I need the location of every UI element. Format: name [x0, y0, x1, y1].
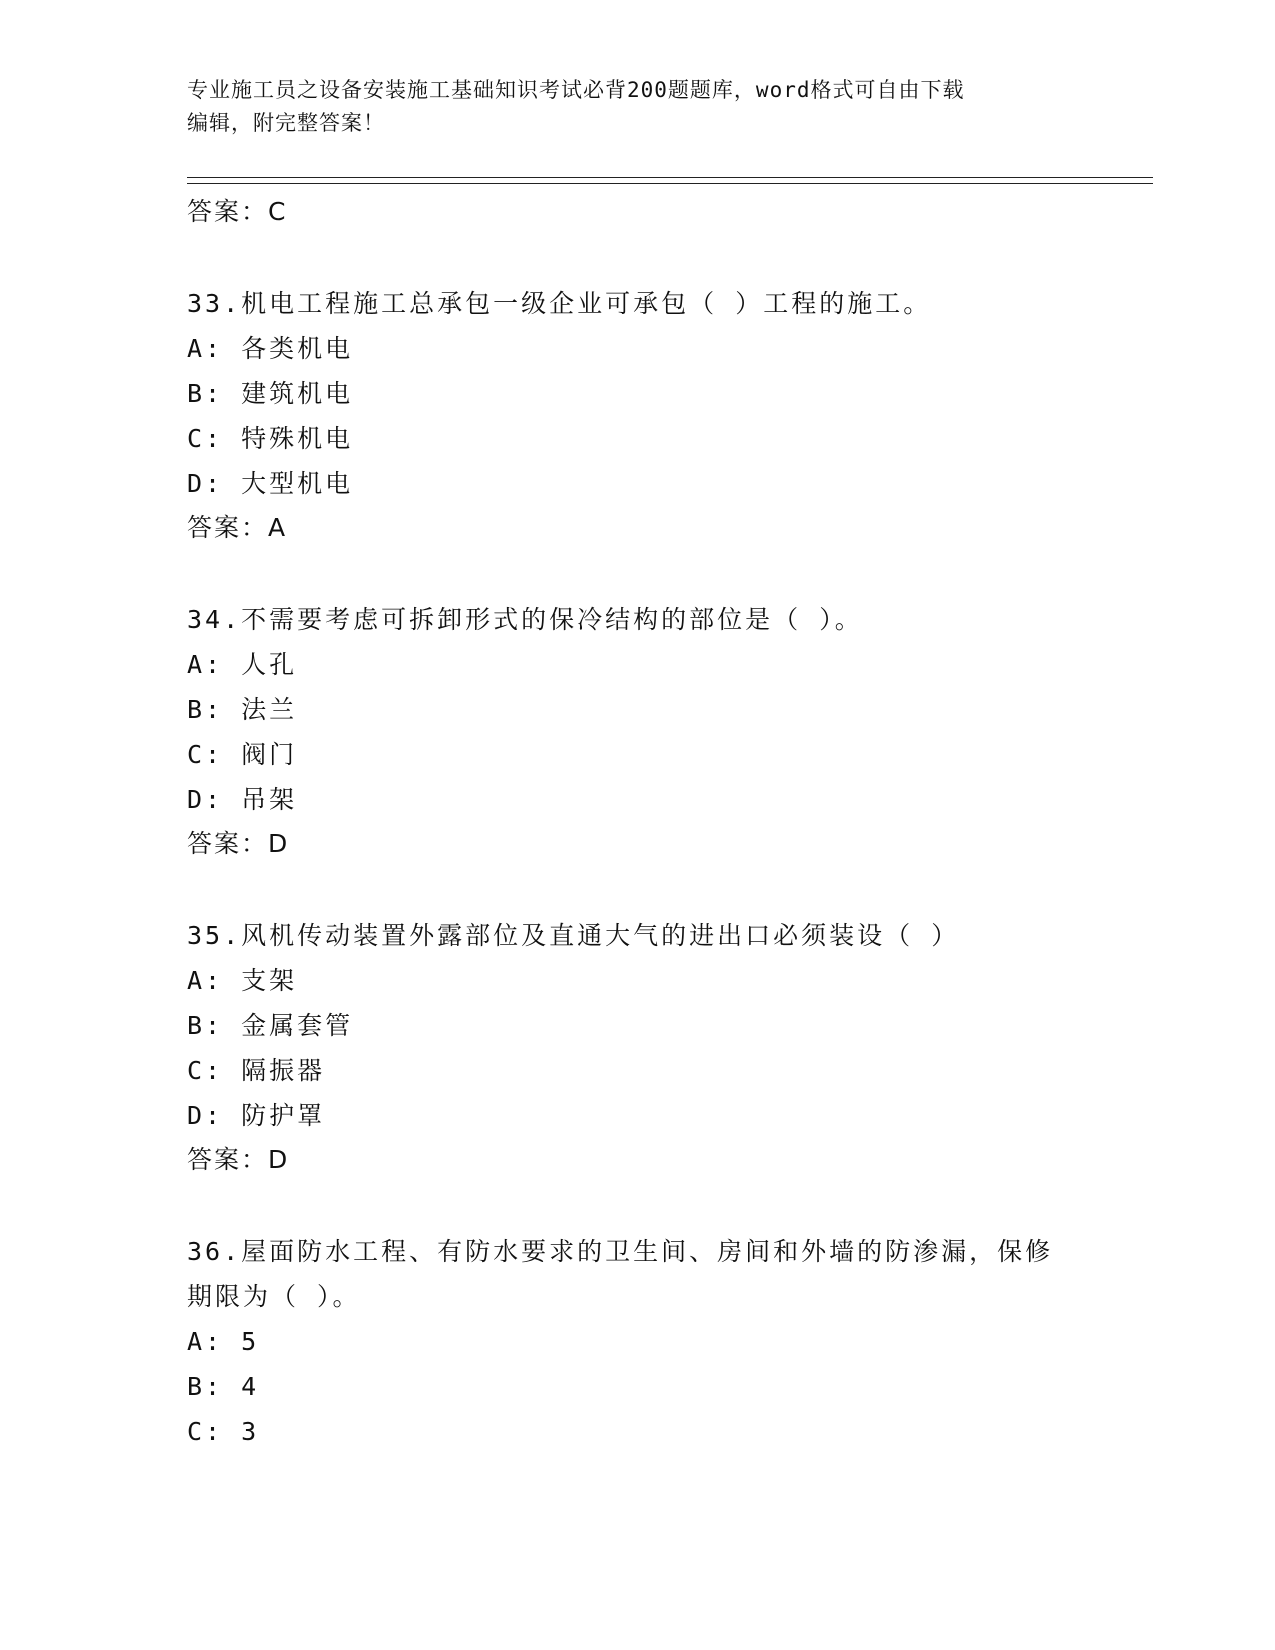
option-c: C: 隔振器: [187, 1056, 326, 1085]
document-header: [187, 74, 1067, 140]
question-35: [187, 913, 1087, 1182]
option-d: D: 防护罩: [187, 1101, 326, 1130]
header-line-1: 专业施工员之设备安装施工基础知识考试必背200题题库，word格式可自由下载: [187, 78, 965, 102]
option-a: A: 支架: [187, 966, 298, 995]
header-divider-bottom: [187, 183, 1153, 184]
option-d: D: 吊架: [187, 785, 298, 814]
option-a: A: 各类机电: [187, 334, 354, 363]
option-c: C: 阀门: [187, 740, 298, 769]
answer-text: 答案：A: [187, 513, 288, 542]
question-36: [187, 1229, 1087, 1454]
question-34: [187, 597, 1087, 866]
header-divider-top: [187, 177, 1153, 178]
header-line-2: 编辑，附完整答案！: [187, 111, 385, 135]
option-c: C: 特殊机电: [187, 424, 354, 453]
option-b: B: 金属套管: [187, 1011, 354, 1040]
question-stem: 33.机电工程施工总承包一级企业可承包（ ）工程的施工。: [187, 289, 932, 318]
option-b: B: 建筑机电: [187, 379, 354, 408]
question-stem-line-2: 期限为（ ）。: [187, 1282, 361, 1311]
option-a: A: 人孔: [187, 650, 298, 679]
question-stem-line-1: 36.屋面防水工程、有防水要求的卫生间、房间和外墙的防渗漏，保修: [187, 1237, 1054, 1266]
option-b: B: 法兰: [187, 695, 298, 724]
option-a: A: 5: [187, 1327, 260, 1356]
option-d: D: 大型机电: [187, 469, 354, 498]
question-stem: 34.不需要考虑可拆卸形式的保冷结构的部位是（ ）。: [187, 605, 863, 634]
question-33: [187, 281, 1087, 550]
answer-text: 答案：D: [187, 1145, 290, 1174]
option-b: B: 4: [187, 1372, 260, 1401]
answer-text: 答案：D: [187, 829, 290, 858]
question-stem: 35.风机传动装置外露部位及直通大气的进出口必须装设（ ）: [187, 921, 960, 950]
question-list: [187, 190, 1087, 1454]
option-c: C: 3: [187, 1417, 260, 1446]
previous-answer: 答案：C: [187, 197, 288, 226]
